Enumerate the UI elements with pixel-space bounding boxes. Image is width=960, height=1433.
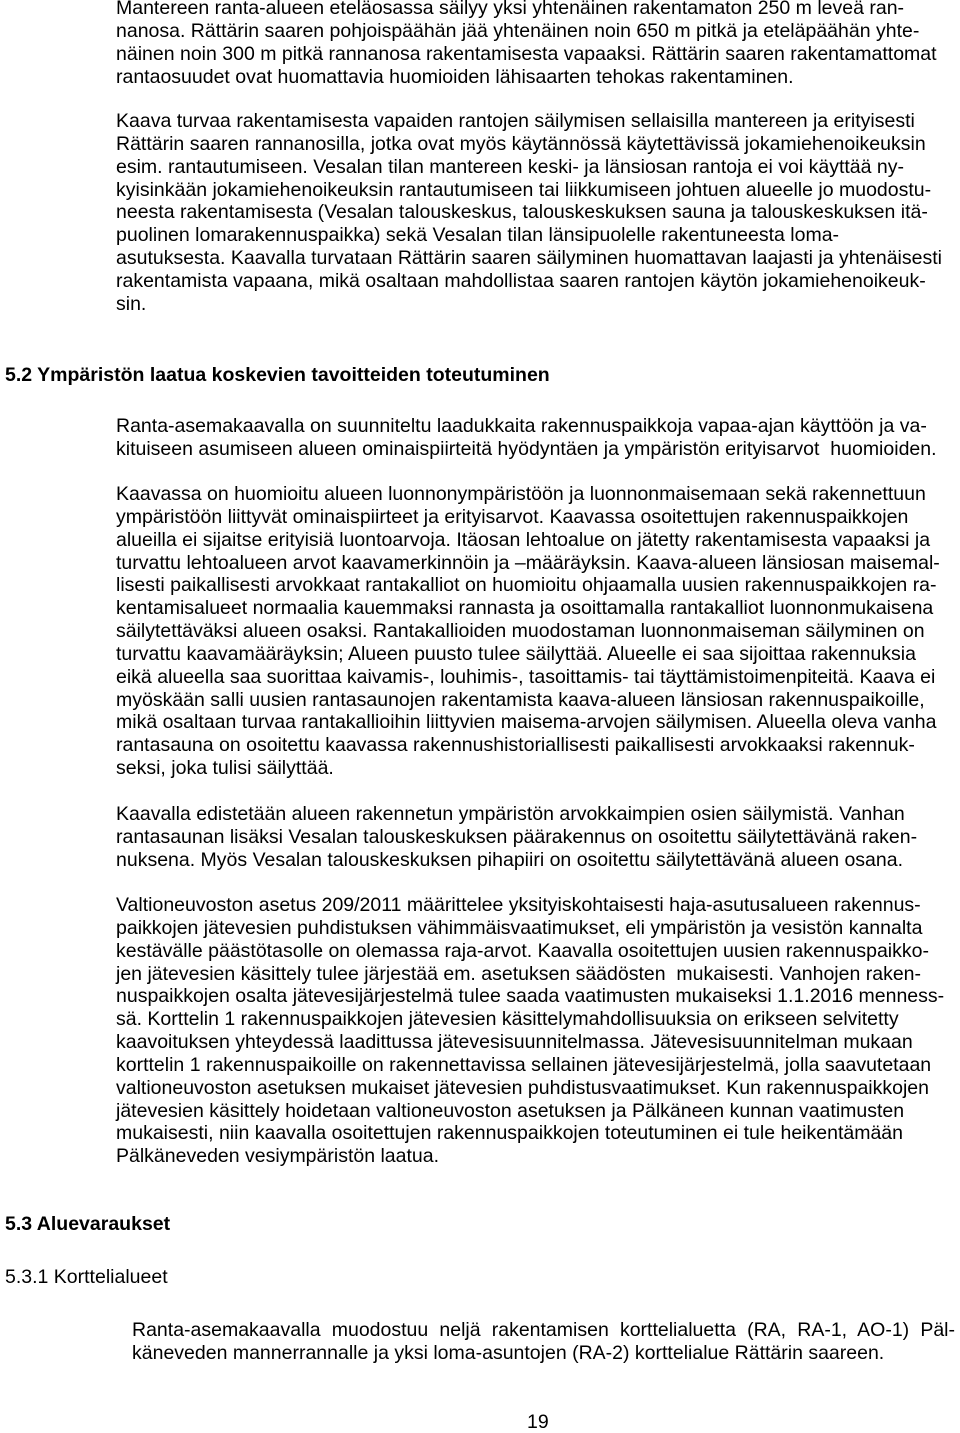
text-line: ympäristöön liittyvät ominaispiirteet ja erityisarvot. Kaavassa osoitettujen rakennuspaikkojen [116,505,909,528]
text-line: mukaisesti, niin kaavalla osoitettujen rakennuspaikkojen toteutuminen ei tule heikentämään [116,1122,903,1145]
text-line: kentamisalueet normaalia kauemmaksi rannasta ja osoittamalla rantakalliot luonnonmukaisena [116,597,934,620]
text-line: Kaavalla edistetään alueen rakennetun ympäristön arvokkaimpien osien säilymistä. Vanhan [116,803,905,825]
text-line: puolinen lomarakennuspaikka) sekä Vesalan tilan länsipuolelle rakentuneesta loma- [116,224,840,247]
section-heading-5-2: 5.2 Ympäristön laatua koskevien tavoitteiden toteutuminen [5,364,550,386]
text-line: jätevesien käsittely hoidetaan valtioneuvoston asetuksen ja Pälkäneen kunnan vaatimusten [116,1099,905,1122]
text-line: turvattu lehtoalueen arvot kaavamerkinnöin ja –määräyksin. Kaava-alueen länsiosan maisemal- [116,551,940,574]
text-line: kaavoituksen yhteydessä laadittussa jätevesisuunnitelmassa. Jätevesisuunnitelman mukaan [116,1031,913,1054]
text-line: Mantereen ranta-alueen eteläosassa säilyy yksi yhtenäinen rakentamaton 250 m leveä ran- [116,0,905,19]
text-line: Kaavassa on huomioitu alueen luonnonympäristöön ja luonnonmaisemaan sekä rakennettuun [116,483,926,505]
text-line: paikkojen jätevesien puhdistuksen vähimmäisvaatimukset, eli ympäristön ja vesistön kannalta [116,916,923,939]
text-line: Valtioneuvoston asetus 209/2011 määrittelee yksityiskohtaisesti haja-asutusalueen rakennus- [116,894,921,916]
text-line: Ranta-asemakaavalla muodostuu neljä rakentamisen korttelialuetta (RA, RA-1, AO-1) Päl- [132,1319,955,1341]
text-line: kituiseen asumiseen alueen ominaispiirteitä hyödyntäen ja ympäristön erityisarvot huomioiden. [116,437,937,460]
text-line: alueilla ei sijaitse erityisiä luontoarvoja. Itäosan lehtoalue on jätetty rakentamisesta vapaaksi ja [116,528,931,551]
paragraph [132,1319,955,1365]
text-line: seksi, joka tulisi säilyttää. [116,757,334,780]
text-line: mikä osaltaan turvaa rantakallioihin liittyvien maisema-arvojen säilymisen. Alueella oleva vanha [116,711,937,734]
text-line: rakentamista vapaana, mikä osaltaan mahdollistaa saaren rantojen käytön jokamiehenoikeuk- [116,269,926,292]
text-line: esim. rantautumiseen. Vesalan tilan mantereen keski- ja länsiosan rantoja ei voi käyttää ny- [116,155,904,178]
text-line: rantasaunan lisäksi Vesalan talouskeskuksen päärakennus on osoitettu säilytettävänä raken- [116,825,918,848]
paragraph [116,110,942,316]
text-line: nuspaikkojen osalta jätevesijärjestelmä tulee saada vaatimusten mukaiseksi 1.1.2016 menness- [116,985,945,1008]
section-heading-5-3: 5.3 Aluevaraukset [5,1213,171,1235]
text-line: nuksena. Myös Vesalan talouskeskuksen pihapiiri on osoitettu säilytettävänä alueen osana. [116,848,903,871]
text-line: Kaava turvaa rakentamisesta vapaiden rantojen säilymisen sellaisilla mantereen ja erityisesti [116,110,915,132]
text-line: Rättärin saaren rannanosilla, jotka ovat myös käytännössä käytettävissä jokamiehenoikeuksin [116,132,926,155]
text-line: asutuksesta. Kaavalla turvataan Rättärin saaren säilyminen huomattavan laajasti ja yhtenäisesti [116,247,942,270]
text-line: jen jätevesien käsittely tulee järjestää em. asetuksen säädösten mukaisesti. Vanhojen raken- [116,962,922,985]
text-line: valtioneuvoston asetuksen mukaiset jätevesien puhdistusvaatimukset. Kun rakennuspaikkojen [116,1076,929,1099]
text-line: säilytettäväksi alueen osaksi. Rantakallioiden muodostaman luonnonmaiseman säilyminen on [116,620,925,643]
paragraph [116,415,937,461]
subsection-heading-5-3-1: 5.3.1 Korttelialueet [5,1266,168,1288]
paragraph [116,803,917,872]
text-line: sä. Korttelin 1 rakennuspaikkojen jätevesien käsittelymahdollisuuksia on erikseen selvitetty [116,1008,899,1031]
paragraph [116,483,940,780]
text-line: Ranta-asemakaavalla on suunniteltu laadukkaita rakennuspaikkoja vapaa-ajan käyttöön ja va- [116,415,927,437]
text-line: lisesti paikallisesti arvokkaat rantakalliot on huomioitu ohjaamalla uusien rakennuspaikkojen ra- [116,574,937,597]
page-number: 19 [527,1411,549,1433]
text-line: turvattu kaavamääräyksin; Alueen puusto tulee säilyttää. Alueelle ei saa sijoittaa rakennuksia [116,642,916,665]
text-line: nanosa. Rättärin saaren pohjoispäähän jää yhtenäinen noin 650 m pitkä ja eteläpäähän yhte- [116,19,920,42]
text-line: rantasauna on osoitettu kaavassa rakennushistoriallisesti paikallisesti arvokkaaksi rakennuk- [116,734,915,757]
text-line: Pälkäneveden vesiympäristön laatua. [116,1145,440,1168]
text-line: rantaosuudet ovat huomattavia huomioiden lähisaarten tehokas rakentaminen. [116,65,794,88]
text-line: näinen noin 300 m pitkä rannanosa rakentamisesta vapaaksi. Rättärin saaren rakentamattomat [116,42,937,65]
text-line: kestävälle päästötasolle on olemassa raja-arvot. Kaavalla osoitettujen uusien rakennuspaikko- [116,939,929,962]
text-line: neesta rakentamisesta (Vesalan talouskeskus, talouskeskuksen sauna ja talouskeskuksen itä- [116,201,928,224]
text-line: sin. [116,292,147,315]
text-line: käneveden mannerrannalle ja yksi loma-asuntojen (RA-2) korttelialue Rättärin saareen. [132,1341,885,1364]
text-line: eikä alueella saa suorittaa kaivamis-, louhimis-, tasoittamis- tai täyttämistoimenpiteitä. Kaava ei [116,665,936,688]
paragraph [116,894,944,1168]
text-line: korttelin 1 rakennuspaikoille on rakennettavissa sellainen jätevesijärjestelmä, jolla saavutetaan [116,1053,932,1076]
paragraph [116,0,937,88]
text-line: kyisinkään jokamiehenoikeuksin rantautumiseen tai liikkumiseen johtuen alueelle jo muodostu- [116,178,932,201]
text-line: myöskään salli uusien rantasaunojen rakentamista kaava-alueen länsiosan rakennuspaikoille, [116,688,925,711]
